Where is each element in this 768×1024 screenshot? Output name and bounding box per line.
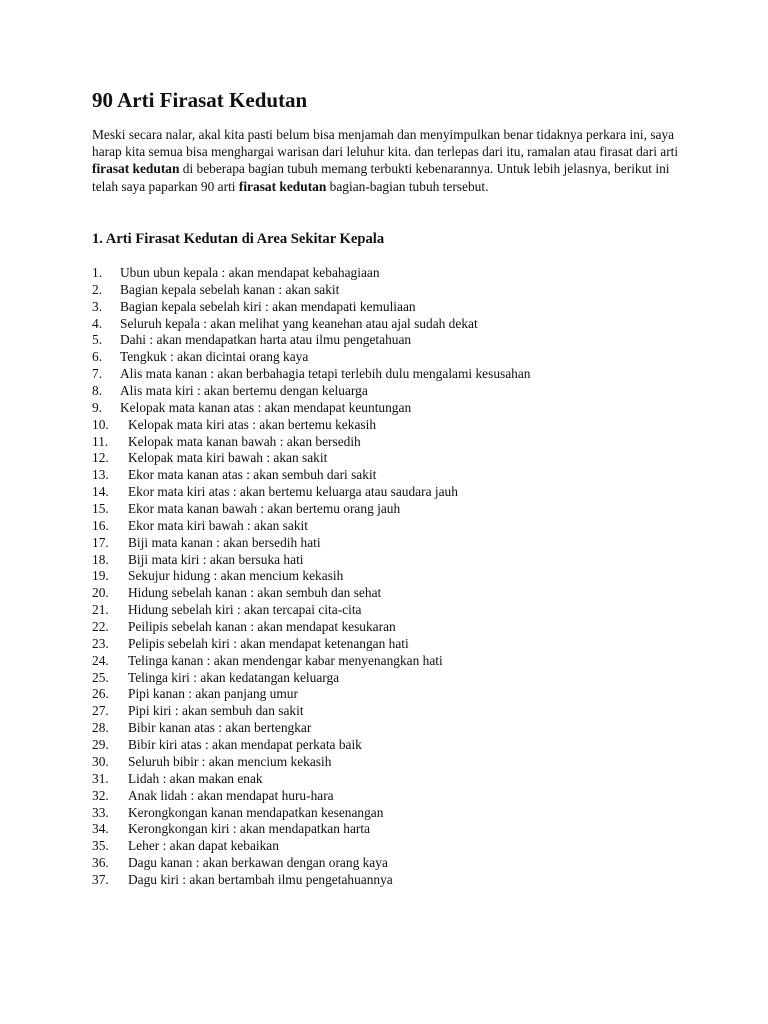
list-item-number: 18.: [92, 551, 109, 567]
list-item: [92, 383, 531, 400]
list-item-number: 6.: [92, 349, 103, 365]
list-item-text: Lidah : akan makan enak: [128, 770, 263, 786]
intro-text-1: Meski secara nalar, akal kita pasti belum bisa menjamah dan menyimpulkan benar tidaknya perkara ini, saya harap kita semua bisa menghargai warisan dari leluhur kita. dan terlepas dari itu, ramalan atau firasat dari arti: [92, 127, 679, 160]
list-item: [92, 653, 531, 670]
list-item-text: Peilipis sebelah kanan : akan mendapat kesukaran: [128, 619, 396, 635]
list-item-text: Bibir kiri atas : akan mendapat perkata baik: [128, 737, 362, 753]
list-item-text: Telinga kiri : akan kedatangan keluarga: [128, 669, 340, 685]
list-item-text: Alis mata kiri : akan bertemu dengan keluarga: [120, 383, 368, 399]
list-item: [92, 332, 531, 349]
list-item-text: Pipi kiri : akan sembuh dan sakit: [128, 703, 304, 719]
list-item: [92, 872, 531, 889]
list-item-text: Alis mata kanan : akan berbahagia tetapi terlebih dulu mengalami kesusahan: [120, 366, 531, 382]
list-item-text: Ekor mata kiri atas : akan bertemu keluarga atau saudara jauh: [128, 484, 458, 500]
list-item: [92, 754, 531, 771]
list-item-text: Seluruh kepala : akan melihat yang keanehan atau ajal sudah dekat: [120, 315, 478, 331]
list-item-number: 28.: [92, 720, 109, 736]
intro-bold-1: firasat kedutan: [92, 161, 180, 177]
list-item: [92, 855, 531, 872]
list-item-text: Bagian kepala sebelah kiri : akan mendapati kemuliaan: [120, 298, 416, 314]
list-item-text: Kelopak mata kanan bawah : akan bersedih: [128, 433, 361, 449]
list-item-number: 1.: [92, 265, 103, 280]
list-item-text: Pipi kanan : akan panjang umur: [128, 686, 298, 702]
list-item-text: Biji mata kanan : akan bersedih hati: [128, 534, 321, 550]
list-item-number: 26.: [92, 686, 109, 702]
list-item: [92, 484, 531, 501]
list-item-number: 4.: [92, 315, 103, 331]
list-item-text: Dagu kiri : akan bertambah ilmu pengetahuannya: [128, 871, 393, 887]
list-item: [92, 282, 531, 299]
list-item: [92, 265, 531, 282]
list-item: [92, 670, 531, 687]
list-item-text: Telinga kanan : akan mendengar kabar menyenangkan hati: [128, 652, 443, 668]
list-item-text: Bibir kanan atas : akan bertengkar: [128, 720, 312, 736]
list-item-text: Pelipis sebelah kiri : akan mendapat ketenangan hati: [128, 635, 409, 651]
list-item-number: 33.: [92, 804, 109, 820]
list-item-number: 34.: [92, 821, 109, 837]
list-item-number: 14.: [92, 484, 109, 500]
list-item: [92, 838, 531, 855]
list-item: [92, 434, 531, 451]
list-item-number: 21.: [92, 602, 109, 618]
list-item-text: Leher : akan dapat kebaikan: [128, 838, 279, 854]
list-item: [92, 467, 531, 484]
list-item: [92, 821, 531, 838]
list-item-number: 11.: [92, 433, 109, 449]
list-item-number: 2.: [92, 281, 103, 297]
list-item-text: Biji mata kiri : akan bersuka hati: [128, 551, 304, 567]
list-item-number: 7.: [92, 366, 103, 382]
list-item-number: 20.: [92, 585, 109, 601]
list-item-number: 31.: [92, 770, 109, 786]
list-item: [92, 686, 531, 703]
list-item: [92, 636, 531, 653]
intro-text-3: bagian-bagian tubuh tersebut.: [326, 178, 489, 194]
list-item-text: Ekor mata kanan atas : akan sembuh dari sakit: [128, 467, 377, 483]
list-item-number: 9.: [92, 399, 103, 415]
list-item-text: Dahi : akan mendapatkan harta atau ilmu pengetahuan: [120, 332, 412, 348]
list-item: [92, 400, 531, 417]
list-item-text: Seluruh bibir : akan mencium kekasih: [128, 753, 332, 769]
list-item-number: 29.: [92, 737, 109, 753]
list-item: [92, 518, 531, 535]
list-item-number: 32.: [92, 787, 109, 803]
list-item-text: Kerongkongan kanan mendapatkan kesenangan: [128, 804, 384, 820]
list-item-text: Ubun ubun kepala : akan mendapat kebahagiaan: [120, 265, 380, 280]
list-item-text: Kerongkongan kiri : akan mendapatkan harta: [128, 821, 371, 837]
list-item-text: Kelopak mata kanan atas : akan mendapat keuntungan: [120, 399, 412, 415]
list-item-text: Anak lidah : akan mendapat huru-hara: [128, 787, 334, 803]
list-item-text: Kelopak mata kiri atas : akan bertemu kekasih: [128, 416, 377, 432]
list-item: [92, 535, 531, 552]
intro-bold-2: firasat kedutan: [238, 178, 327, 194]
list-item-number: 37.: [92, 871, 109, 887]
list-item-number: 5.: [92, 332, 103, 348]
list-item-number: 13.: [92, 467, 109, 483]
list-item: [92, 349, 531, 366]
list-item-text: Tengkuk : akan dicintai orang kaya: [120, 349, 309, 365]
list-item: [92, 619, 531, 636]
list-item: [92, 316, 531, 333]
list-item-number: 12.: [92, 450, 109, 466]
list-item-text: Bagian kepala sebelah kanan : akan sakit: [120, 281, 340, 297]
list-item: [92, 501, 531, 518]
document-title: 90 Arti Firasat Kedutan: [92, 88, 308, 112]
list-item-number: 23.: [92, 635, 109, 651]
list-item: [92, 417, 531, 434]
list-item-number: 8.: [92, 383, 103, 399]
list-item-number: 10.: [92, 416, 109, 432]
list-item-number: 16.: [92, 517, 109, 533]
intro-text-2: di beberapa bagian tubuh memang terbukti kebenarannya. Untuk lebih jelasnya, berikut ini telah saya paparkan 90 arti: [92, 161, 670, 194]
list-item-number: 35.: [92, 838, 109, 854]
list-item: [92, 299, 531, 316]
list-item-number: 17.: [92, 534, 109, 550]
list-item: [92, 805, 531, 822]
list-item-number: 25.: [92, 669, 109, 685]
list-item-text: Kelopak mata kiri bawah : akan sakit: [128, 450, 328, 466]
list-item: [92, 788, 531, 805]
list-item-text: Hidung sebelah kanan : akan sembuh dan sehat: [128, 585, 382, 601]
list-item-number: 27.: [92, 703, 109, 719]
list-item-number: 19.: [92, 568, 109, 584]
list-item-text: Sekujur hidung : akan mencium kekasih: [128, 568, 344, 584]
list-item: [92, 568, 531, 585]
list-item: [92, 771, 531, 788]
list-item: [92, 450, 531, 467]
list-item-number: 24.: [92, 652, 109, 668]
list-item-text: Ekor mata kanan bawah : akan bertemu orang jauh: [128, 501, 401, 517]
list-item-number: 30.: [92, 753, 109, 769]
list-item-number: 3.: [92, 298, 103, 314]
list-item: [92, 552, 531, 569]
list-item-number: 22.: [92, 619, 109, 635]
intro-paragraph: [92, 126, 692, 195]
list-item: [92, 366, 531, 383]
list-item-number: 15.: [92, 501, 109, 517]
list-item-number: 36.: [92, 855, 109, 871]
list-item: [92, 585, 531, 602]
list-item-text: Ekor mata kiri bawah : akan sakit: [128, 517, 308, 533]
list-item-text: Hidung sebelah kiri : akan tercapai cita-cita: [128, 602, 362, 618]
list-item: [92, 720, 531, 737]
list-item: [92, 703, 531, 720]
firasat-list: [92, 265, 531, 889]
list-item: [92, 602, 531, 619]
section-heading: 1. Arti Firasat Kedutan di Area Sekitar Kepala: [92, 231, 385, 247]
list-item-text: Dagu kanan : akan berkawan dengan orang kaya: [128, 855, 388, 871]
list-item: [92, 737, 531, 754]
